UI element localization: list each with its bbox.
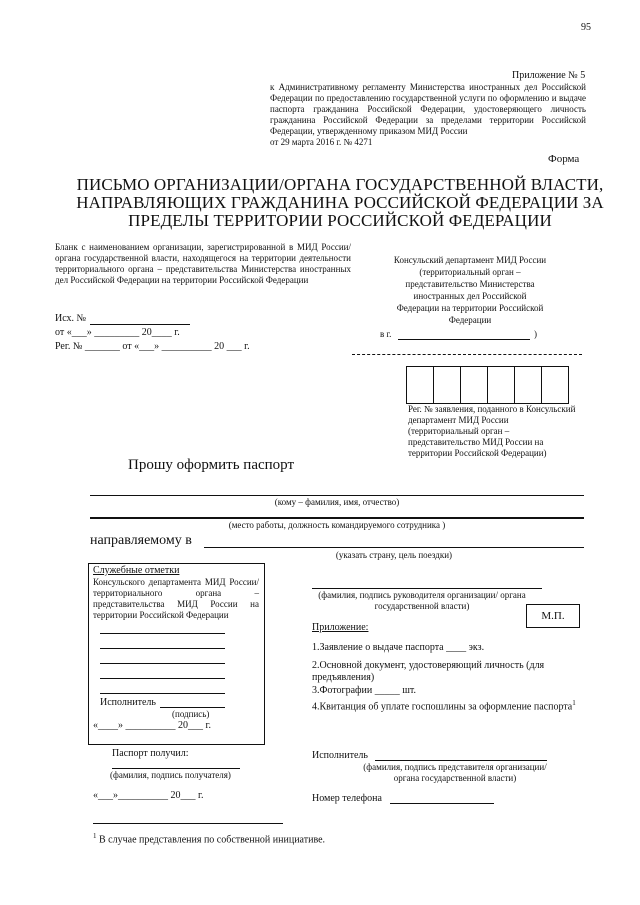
whom-line bbox=[90, 495, 584, 496]
recipient-line-5: Федерации на территории Российской bbox=[396, 303, 544, 313]
title-line-1: ПИСЬМО ОРГАНИЗАЦИИ/ОРГАНА ГОСУДАРСТВЕННОЙ ВЛАСТИ, bbox=[76, 175, 604, 194]
form-label: Форма bbox=[548, 153, 580, 165]
service-line bbox=[100, 678, 225, 679]
recipient-line-3: представительство Министерства bbox=[405, 279, 535, 289]
outgoing-number: Исх. № bbox=[55, 313, 87, 324]
request-text: Прошу оформить паспорт bbox=[128, 457, 295, 473]
country-line bbox=[204, 547, 584, 548]
reg-cell bbox=[461, 367, 488, 403]
service-executor: Исполнитель bbox=[100, 697, 156, 708]
service-date: «____» __________ 20___ г. bbox=[93, 720, 211, 731]
service-line bbox=[100, 648, 225, 649]
attachment-1: 1.Заявление о выдаче паспорта ____ экз. bbox=[312, 642, 485, 653]
attachment-4-text: 4.Квитанция об уплате госпошлины за оформление паспорта bbox=[312, 701, 573, 713]
recipient-city-suffix: ) bbox=[534, 329, 537, 339]
workplace-caption: (место работы, должность командируемого сотрудника ) bbox=[228, 520, 446, 530]
service-signature-caption: (подпись) bbox=[172, 709, 210, 719]
outgoing-number-line bbox=[90, 324, 190, 325]
recipient-signature-line bbox=[112, 768, 240, 769]
executor-line bbox=[375, 760, 547, 761]
recipient-city-prefix: в г. bbox=[380, 329, 392, 339]
service-marks-text: Консульского департамента МИД России/территориального органа – представительства МИД России на территории Российской Федерации bbox=[93, 577, 259, 620]
sent-to-label: направляемому в bbox=[90, 533, 192, 548]
recipient-caption: (фамилия, подпись получателя) bbox=[110, 770, 231, 780]
footnote-text: В случае представления по собственной инициативе. bbox=[99, 834, 326, 846]
head-signature-caption: (фамилия, подпись руководителя организации/ органа государственной власти) bbox=[318, 590, 526, 611]
page-number: 95 bbox=[581, 22, 591, 33]
attachments-heading: Приложение: bbox=[312, 622, 369, 633]
attachment-4 bbox=[312, 697, 582, 713]
attachment-4-footnote-mark: 1 bbox=[572, 699, 576, 707]
service-executor-line bbox=[160, 707, 225, 708]
appendix-label: Приложение № 5 bbox=[512, 70, 586, 81]
title-line-2: НАПРАВЛЯЮЩИХ ГРАЖДАНИНА РОССИЙСКОЙ ФЕДЕРАЦИИ ЗА bbox=[76, 193, 604, 212]
title-line-3: ПРЕДЕЛЫ ТЕРРИТОРИИ РОССИЙСКОЙ ФЕДЕРАЦИИ bbox=[128, 211, 552, 230]
recipient-line-2: (территориальный орган – bbox=[419, 267, 521, 277]
recipient-line-1: Консульский департамент МИД России bbox=[393, 255, 547, 265]
footnote-separator bbox=[93, 823, 283, 824]
phone-label: Номер телефона bbox=[312, 793, 382, 804]
appendix-date: от 29 марта 2016 г. № 4271 bbox=[270, 137, 373, 147]
executor-label: Исполнитель bbox=[312, 750, 368, 761]
letterhead-text: Бланк с наименованием организации, зарегистрированной в МИД России/ органа государственной власти, находящегося на территории деятельности территориального органа – представительства Министерства иностранных дел Российской Федерации на территории Российской Федерации bbox=[55, 242, 351, 285]
service-line bbox=[100, 633, 225, 634]
service-line bbox=[100, 663, 225, 664]
reg-cell bbox=[407, 367, 434, 403]
recipient-city-line bbox=[398, 339, 530, 340]
received-date: «___»__________ 20___ г. bbox=[93, 790, 204, 801]
service-line bbox=[100, 693, 225, 694]
appendix-text: к Административному регламенту Министерства иностранных дел Российской Федерации по предоставлению государственной услуги по оформлению и выдаче паспорта гражданина Российской Федерации, удостоверяющего личность гражданина Российской Федерации за пределами территории Российской Федерации, утвержденному приказом МИД России bbox=[270, 82, 586, 136]
recipient-line-4: иностранных дел Российской bbox=[413, 291, 527, 301]
workplace-line bbox=[90, 517, 584, 519]
footnote bbox=[93, 830, 325, 846]
registration-number-cells bbox=[406, 366, 569, 404]
head-signature-line bbox=[312, 588, 542, 589]
reg-cell bbox=[515, 367, 542, 403]
stamp-box: М.П. bbox=[526, 604, 580, 628]
registration-line: Рег. № _______ от «___» __________ 20 ___ г. bbox=[55, 341, 250, 352]
outgoing-date: от «___» _________ 20____ г. bbox=[55, 327, 180, 338]
reg-cell bbox=[488, 367, 515, 403]
attachment-3: 3.Фотографии _____ шт. bbox=[312, 685, 417, 696]
service-marks-heading: Служебные отметки bbox=[93, 565, 180, 576]
reg-cell bbox=[434, 367, 461, 403]
passport-received-label: Паспорт получил: bbox=[112, 748, 189, 759]
executor-caption: (фамилия, подпись представителя организации/ органа государственной власти) bbox=[363, 762, 547, 783]
footnote-mark: 1 bbox=[93, 832, 97, 840]
dashed-separator bbox=[352, 354, 582, 355]
country-caption: (указать страну, цель поездки) bbox=[335, 550, 453, 560]
reg-cell bbox=[542, 367, 568, 403]
attachment-2: 2.Основной документ, удостоверяющий личность (для предъявления) bbox=[312, 660, 545, 683]
registration-box-caption: Рег. № заявления, поданного в Консульский департамент МИД России (территориальный орган – представительство МИД России на территории Российской Федерации) bbox=[408, 404, 576, 458]
whom-caption: (кому – фамилия, имя, отчество) bbox=[274, 497, 400, 507]
phone-line bbox=[390, 803, 494, 804]
recipient-line-6: Федерации bbox=[448, 315, 492, 325]
